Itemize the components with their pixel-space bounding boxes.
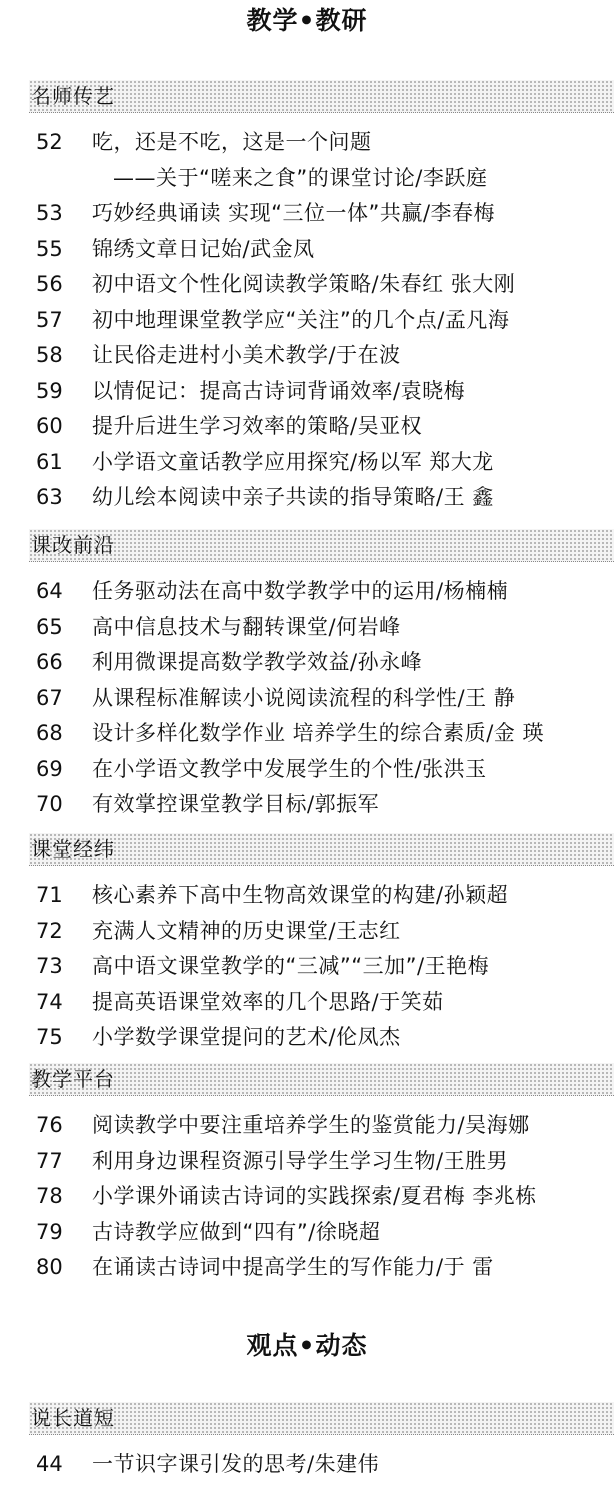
article-title: 让民俗走进村小美术教学	[92, 343, 329, 367]
entry-list	[0, 878, 614, 1056]
article-title: 一节识字课引发的思考	[92, 1452, 307, 1476]
toc-section	[0, 1063, 614, 1286]
page-number: 80	[36, 1255, 63, 1279]
article-author: /孙颖超	[436, 883, 509, 907]
toc-entry[interactable]	[0, 1250, 614, 1286]
page-number: 53	[36, 201, 63, 225]
page-number: 72	[36, 918, 63, 943]
toc-entry[interactable]	[0, 1020, 614, 1056]
article-title: 阅读教学中要注重培养学生的鉴赏能力	[92, 1113, 458, 1137]
toc-entry[interactable]	[0, 480, 614, 516]
toc-entry[interactable]	[0, 445, 614, 481]
toc-section	[0, 80, 614, 516]
page-number: 78	[36, 1184, 63, 1208]
article-title: 从课程标准解读小说阅读流程的科学性	[92, 685, 458, 710]
page-number: 57	[36, 307, 63, 332]
article-title: 提高英语课堂效率的几个思路	[92, 989, 372, 1014]
article-author: /杨楠楠	[436, 579, 509, 603]
toc-entry[interactable]	[0, 949, 614, 985]
page-number: 55	[36, 236, 63, 261]
article-title: 吃，还是不吃，这是一个问题	[92, 130, 372, 154]
toc-entry[interactable]	[0, 409, 614, 445]
toc-entry[interactable]	[0, 374, 614, 410]
article-author: /杨以军 郑大龙	[350, 449, 494, 474]
toc-entry[interactable]	[0, 1108, 614, 1144]
toc-entry[interactable]	[0, 232, 614, 268]
page-number: 52	[36, 130, 63, 154]
entry-list	[0, 125, 614, 516]
toc-entry[interactable]	[0, 1447, 614, 1483]
section-heading-views: 观点•动态	[246, 1331, 368, 1360]
page-number: 58	[36, 343, 63, 367]
toc-entry[interactable]	[0, 914, 614, 950]
article-author: /何岩峰	[328, 614, 401, 639]
toc-section	[0, 1402, 614, 1483]
toc-entry[interactable]	[0, 125, 614, 161]
article-author: /武金凤	[242, 236, 315, 261]
article-title: 小学数学课堂提问的艺术	[92, 1025, 329, 1049]
article-author: /于 雷	[436, 1255, 494, 1279]
article-title: 在诵读古诗词中提高学生的写作能力	[92, 1255, 436, 1279]
page-number: 75	[36, 1025, 63, 1049]
entry-list	[0, 1447, 614, 1483]
page-number: 65	[36, 614, 63, 639]
page-number: 59	[36, 378, 63, 403]
article-author: /张洪玉	[414, 756, 487, 781]
article-title: 小学语文童话教学应用探究	[92, 449, 350, 474]
toc-entry[interactable]	[0, 1144, 614, 1180]
article-author: /于在波	[328, 343, 401, 367]
article-title: 核心素养下高中生物高效课堂的构建	[92, 883, 436, 907]
article-title: 锦绣文章日记始	[92, 236, 243, 261]
toc-entry[interactable]	[0, 1179, 614, 1215]
article-author: /王 鑫	[436, 485, 494, 509]
section-title: 课改前沿	[31, 533, 115, 557]
page-number: 64	[36, 579, 63, 603]
article-title: 初中语文个性化阅读教学策略	[92, 272, 372, 296]
page-number: 66	[36, 650, 63, 674]
article-author: /吴海娜	[457, 1113, 530, 1137]
toc-entry[interactable]	[0, 610, 614, 646]
toc-entry[interactable]	[0, 1215, 614, 1251]
article-author: /金 瑛	[486, 721, 544, 745]
section-banner	[29, 529, 614, 562]
article-author: /朱建伟	[307, 1452, 380, 1476]
section-banner	[29, 80, 614, 113]
section-banner	[29, 1063, 614, 1096]
page-number: 76	[36, 1113, 63, 1137]
article-title: 巧妙经典诵读 实现“三位一体”共赢	[92, 201, 423, 225]
toc-section	[0, 833, 614, 1056]
article-author: /夏君梅 李兆栋	[393, 1184, 537, 1208]
article-author: /朱春红 张大刚	[371, 272, 516, 296]
article-title: 利用微课提高数学教学效益	[92, 650, 350, 674]
article-title: 幼儿绘本阅读中亲子共读的指导策略	[92, 485, 436, 509]
page-number: 77	[36, 1148, 63, 1173]
page-number: 56	[36, 272, 63, 296]
toc-entry[interactable]	[0, 752, 614, 788]
toc-entry[interactable]	[0, 574, 614, 610]
article-title: 高中信息技术与翻转课堂	[92, 614, 329, 639]
article-title: 有效掌控课堂教学目标	[92, 792, 307, 816]
toc-entry[interactable]	[0, 878, 614, 914]
article-title: 在小学语文教学中发展学生的个性	[92, 756, 415, 781]
page-number: 70	[36, 792, 63, 816]
article-author: /郭振军	[307, 792, 380, 816]
section-banner	[29, 1402, 614, 1435]
article-title: 设计多样化数学作业 培养学生的综合素质	[92, 721, 487, 745]
toc-entry[interactable]	[0, 787, 614, 823]
toc-entry[interactable]	[0, 681, 614, 717]
toc-entry[interactable]	[0, 645, 614, 681]
article-title: 以情促记：提高古诗词背诵效率	[92, 378, 393, 403]
toc-entry[interactable]	[0, 267, 614, 303]
article-title: 提升后进生学习效率的策略	[92, 414, 350, 438]
article-title: 初中地理课堂教学应“关注”的几个点	[92, 307, 438, 332]
article-title: 任务驱动法在高中数学教学中的运用	[92, 579, 436, 603]
article-title: 高中语文课堂教学的“三减”“三加”	[92, 954, 418, 978]
toc-entry[interactable]	[0, 985, 614, 1021]
page-number: 69	[36, 756, 63, 781]
article-title: ——关于“嗟来之食”的课堂讨论	[113, 165, 416, 190]
entry-list	[0, 574, 614, 823]
toc-entry[interactable]	[0, 716, 614, 752]
article-title: 充满人文精神的历史课堂	[92, 918, 329, 943]
toc-entry[interactable]	[0, 303, 614, 339]
page-number: 71	[36, 883, 63, 907]
page-number: 79	[36, 1219, 63, 1244]
article-author: /李跃庭	[415, 165, 488, 190]
page-number: 60	[36, 414, 63, 438]
page-number: 63	[36, 485, 63, 509]
article-author: /李春梅	[422, 201, 496, 225]
section-title: 名师传艺	[31, 84, 115, 108]
article-author: /于笑茹	[371, 989, 444, 1014]
article-author: /孙永峰	[350, 650, 423, 674]
article-author: /袁晓梅	[393, 378, 466, 403]
section-banner	[29, 833, 614, 866]
page-number: 44	[36, 1452, 63, 1476]
page-number: 67	[36, 685, 63, 710]
section-title: 教学平台	[31, 1067, 115, 1091]
toc-section	[0, 529, 614, 823]
article-title: 利用身边课程资源引导学生学习生物	[92, 1148, 436, 1173]
article-author: /孟凡海	[437, 307, 510, 332]
article-author: /伦凤杰	[328, 1025, 401, 1049]
article-title: 古诗教学应做到“四有”	[92, 1219, 309, 1244]
article-author: /王 静	[457, 685, 516, 710]
article-author: /徐晓超	[308, 1219, 381, 1244]
section-title: 课堂经纬	[31, 837, 115, 861]
article-author: /吴亚权	[350, 414, 423, 438]
toc-entry[interactable]	[0, 196, 614, 232]
page-number: 68	[36, 721, 63, 745]
article-author: /王艳梅	[417, 954, 490, 978]
toc-entry[interactable]	[0, 338, 614, 374]
entry-list	[0, 1108, 614, 1286]
article-title: 小学课外诵读古诗词的实践探索	[92, 1184, 393, 1208]
section-heading-teaching: 教学•教研	[246, 6, 368, 35]
page-number: 61	[36, 449, 63, 474]
toc-entry-subtitle[interactable]	[0, 161, 614, 197]
page-number: 74	[36, 989, 63, 1014]
page-number: 73	[36, 954, 63, 978]
section-title: 说长道短	[31, 1406, 115, 1430]
article-author: /王志红	[328, 918, 401, 943]
article-author: /王胜男	[436, 1148, 509, 1173]
